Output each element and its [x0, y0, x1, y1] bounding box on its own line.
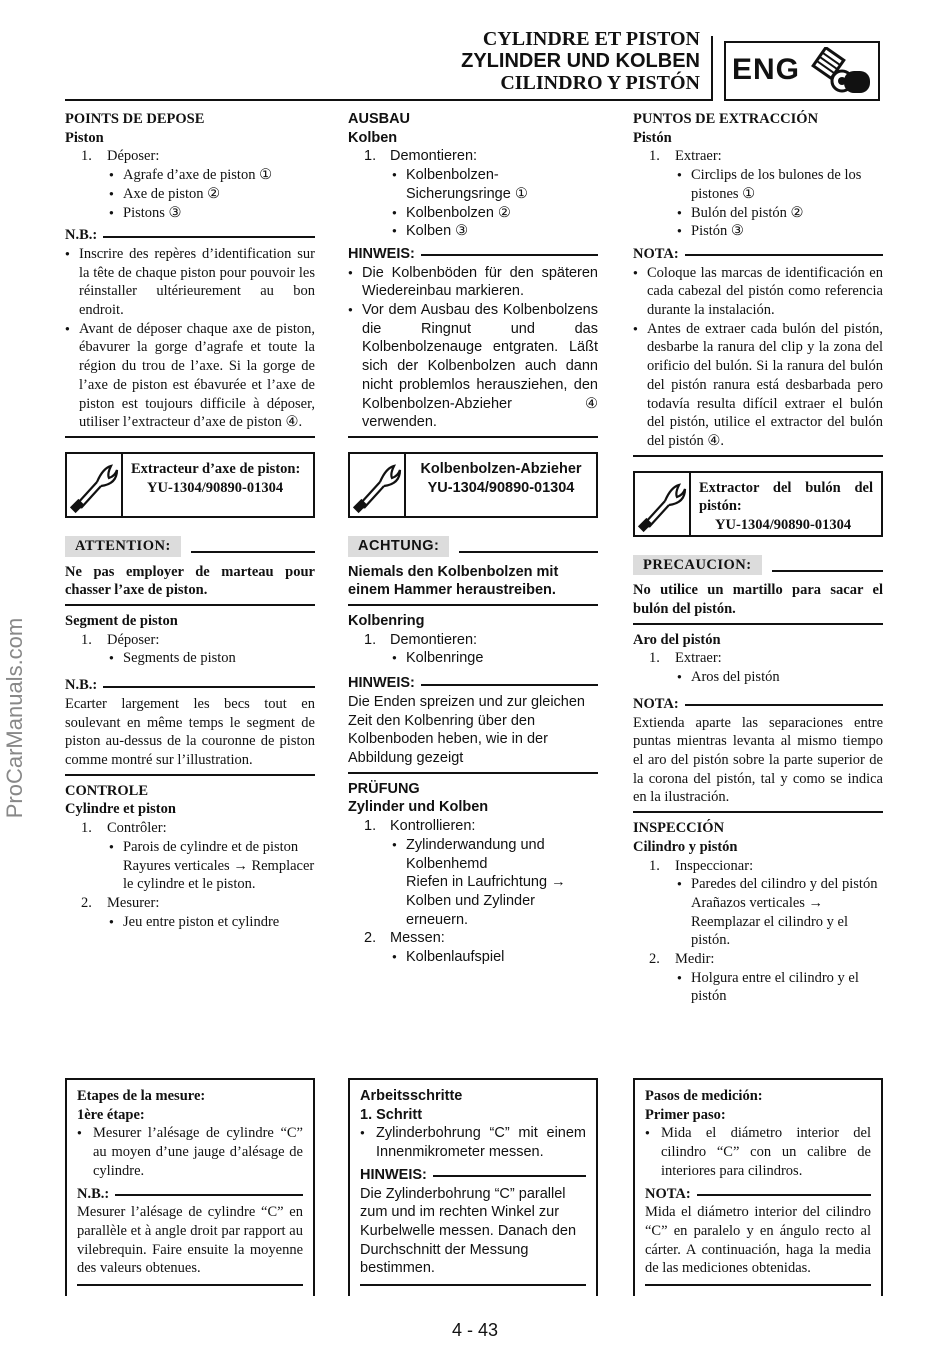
- measurement-steps-box-french: [65, 1078, 315, 1296]
- warning-heading: [65, 536, 315, 557]
- tool-icon: [635, 473, 691, 535]
- section-heading: PRÜFUNG: [348, 780, 420, 797]
- note-heading: NOTA:: [633, 245, 883, 264]
- title-es: CILINDRO Y PISTÓN: [500, 72, 700, 94]
- special-tool-box: [348, 452, 598, 518]
- note-end-rule: [65, 436, 315, 438]
- bullet-item: ● Holgura entre el cilindro y el pistón: [633, 969, 883, 1006]
- tool-icon: [67, 454, 123, 516]
- bullet-item: ● Pistons ③: [65, 204, 315, 223]
- tool-name: Kolbenbolzen-Abzieher: [420, 460, 582, 477]
- step-item: 1. Déposer:: [81, 631, 160, 648]
- bullet-item: ● Jeu entre piston et cylindre: [65, 913, 315, 932]
- box-heading: Arbeitsschritte: [360, 1088, 463, 1104]
- column-french: [65, 110, 315, 931]
- box-subheading: Primer paso:: [645, 1106, 726, 1123]
- bullet-item: ● Axe de piston ②: [65, 185, 315, 204]
- box-bullet: ● Mesurer l’alésage de cylindre “C” au moyen d’une jauge d’alésage de cylindre.: [77, 1124, 303, 1180]
- warning-text: Ne pas employer de marteau pour chasser l’axe de piston.: [65, 563, 315, 599]
- subsection-heading: Kolben: [348, 129, 398, 146]
- box-end-rule: [77, 1284, 303, 1286]
- box-end-rule: [360, 1284, 586, 1286]
- box-bullet: ● Zylinderbohrung “C” mit einem Innenmikrometer messen.: [360, 1124, 586, 1161]
- box-heading: Pasos de medición:: [645, 1088, 763, 1104]
- note-text: Mida el diámetro interior del cilindro “C” en paralelo y en ángulo recto al cárter. A continuación, haga la media de las mediciones obtenidas.: [645, 1204, 871, 1277]
- subsection-heading: Segment de piston: [65, 613, 178, 630]
- warning-end-rule: [633, 623, 883, 625]
- box-subheading: 1. Schritt: [360, 1106, 423, 1123]
- tool-code: YU-1304/90890-01304: [715, 517, 852, 534]
- measurement-steps-box-german: [348, 1078, 598, 1296]
- subsection-heading: Cylindre et piston: [65, 801, 176, 818]
- note-heading: NOTA:: [645, 1185, 871, 1204]
- section-heading: POINTS DE DEPOSE: [65, 111, 205, 127]
- subsection-heading: Kolbenring: [348, 613, 425, 630]
- subsection-heading: Piston: [65, 129, 104, 146]
- step-item: 1. Extraer:: [649, 148, 722, 165]
- bullet-item: ● Paredes del cilindro y del pistón: [633, 875, 883, 894]
- engine-piston-icon: [806, 47, 876, 99]
- section-label: ENG: [732, 53, 801, 86]
- step-item: 1. Extraer:: [649, 650, 722, 667]
- bullet-item: ● Bulón del pistón ②: [633, 204, 883, 223]
- note-heading: N.B.:: [65, 226, 315, 245]
- tool-icon: [350, 454, 406, 516]
- note-bullet: ● Antes de extraer cada bulón del pistón, desbarbe la ranura del clip y la zona del orificio del bulón. Si la ranura del bulón del pistón ranura está desbarbada pero todavía resulta difícil extraer el bulón del pistón, utilice el extractor del bulón del pistón ④.: [633, 320, 883, 451]
- note-bullet: ● Coloque las marcas de identificación en cada cabezal del pistón como referencia durante la instalación.: [633, 264, 883, 320]
- bullet-item: ● Kolbenbolzen ②: [348, 204, 598, 223]
- note-bullet: ● Avant de déposer chaque axe de piston, ébavurer la gorge d’agrafe et toute la région du trou de l’axe. Si la gorge de l’axe de piston est ébavurée et l’axe de piston est toujours difficile à déposer, utiliser l’extracteur d’axe de piston ④.: [65, 320, 315, 432]
- note-heading: HINWEIS:: [348, 245, 598, 264]
- page-number: 4 - 43: [451, 1320, 499, 1340]
- bullet-item: ● Segments de piston: [65, 649, 315, 668]
- section-heading: CONTROLE: [65, 782, 148, 799]
- note-text: Mesurer l’alésage de cylindre “C” en parallèle et à angle droit par rapport au vilebrequin. Faire ensuite la moyenne des valeurs obtenues.: [77, 1204, 303, 1277]
- step-item: 1. Inspeccionar:: [649, 857, 754, 874]
- column-spanish: [633, 110, 883, 1006]
- step-item: 2. Mesurer:: [81, 894, 160, 911]
- step-item: 2. Messen:: [364, 930, 445, 947]
- note-bullet: ● Inscrire des repères d’identification sur la tête de chaque piston pour pouvoir les réinstaller ultérieurement au bon endroit.: [65, 245, 315, 320]
- special-tool-box: [65, 452, 315, 518]
- step-item: 1. Kontrollieren:: [364, 818, 476, 835]
- section-badge: [724, 41, 880, 101]
- bullet-item: ● Parois de cylindre et de piston: [65, 838, 315, 857]
- measurement-steps-box-spanish: [633, 1078, 883, 1296]
- warning-end-rule: [348, 604, 598, 606]
- subsection-heading: Pistón: [633, 129, 672, 146]
- bullet-continuation: Riefen in Laufrichtung → Kolben und Zylinder erneuern.: [406, 874, 566, 928]
- note-text: Die Zylinderbohrung “C” parallel zum und im rechten Winkel zur Kurbelwelle messen. Danach den Durchschnitt der Messung bestimmen.: [360, 1185, 577, 1277]
- section-heading: INSPECCIÓN: [633, 820, 725, 837]
- bullet-item: ● Kolbenringe: [348, 649, 598, 668]
- header-titles: [461, 28, 700, 94]
- step-item: 1. Demontieren:: [364, 631, 478, 648]
- note-heading: N.B.:: [77, 1185, 303, 1204]
- warning-heading: [348, 536, 598, 557]
- bullet-item: ● Kolben ③: [348, 222, 598, 241]
- header-rule: [65, 99, 713, 101]
- watermark-text: ProCarManuals.com: [2, 617, 27, 819]
- bullet-continuation: Rayures verticales → Remplacer le cylindre et le piston.: [123, 857, 315, 893]
- note-heading: NOTA:: [633, 695, 883, 714]
- warning-end-rule: [65, 604, 315, 606]
- step-item: 1. Demontieren:: [364, 148, 478, 165]
- step-item: 2. Medir:: [649, 951, 715, 968]
- note-text: Extienda aparte las separaciones entre puntas mientras levanta al mismo tiempo el aro del pistón sobre la parte superior de la corona del pistón, tal y como se indica en la ilustración.: [633, 714, 883, 806]
- note-heading: HINWEIS:: [360, 1166, 586, 1185]
- note-heading: HINWEIS:: [348, 674, 598, 693]
- header-divider: [711, 36, 713, 101]
- warning-badge: ACHTUNG:: [348, 536, 449, 557]
- tool-code: YU-1304/90890-01304: [147, 479, 284, 496]
- bullet-item: ● Kolbenbolzen-Sicherungsringe ①: [348, 166, 598, 203]
- box-bullet: ● Mida el diámetro interior del cilindro “C” con un calibre de interiores para cilindros.: [645, 1124, 871, 1180]
- note-end-rule: [348, 772, 598, 774]
- bullet-item: ● Pistón ③: [633, 222, 883, 241]
- bullet-item: ● Kolbenlaufspiel: [348, 948, 598, 967]
- box-subheading: 1ère étape:: [77, 1106, 145, 1123]
- bullet-item: ● Circlips de los bulones de los pistones ①: [633, 166, 883, 203]
- step-item: 1. Déposer:: [81, 148, 160, 165]
- column-german: [348, 110, 598, 967]
- tool-name: Extracteur d’axe de piston:: [131, 460, 301, 477]
- bullet-continuation: Arañazos verticales → Reemplazar el cilindro y el pistón.: [691, 894, 849, 949]
- section-heading: AUSBAU: [348, 111, 411, 127]
- note-bullet: ● Die Kolbenböden für den späteren Wiedereinbau markieren.: [348, 264, 598, 301]
- note-end-rule: [633, 455, 883, 457]
- tool-name: Extractor del bulón del pistón:: [699, 479, 873, 515]
- warning-text: Niemals den Kolbenbolzen mit einem Hammer heraustreiben.: [348, 563, 559, 599]
- note-text: Die Enden spreizen und zur gleichen Zeit den Kolbenring über den Kolbenboden heben, wie in der Abbildung gezeigt: [348, 693, 585, 766]
- warning-badge: ATTENTION:: [65, 536, 181, 557]
- note-end-rule: [633, 811, 883, 813]
- warning-heading: [633, 555, 883, 576]
- title-de: ZYLINDER UND KOLBEN: [461, 50, 700, 72]
- warning-badge: PRECAUCION:: [633, 555, 762, 576]
- watermark: [0, 590, 30, 850]
- note-bullet: ● Vor dem Ausbau des Kolbenbolzens die Ringnut und das Kolbenbolzenauge entgraten. Läßt sich der Kolbenbolzen auch dann nicht problemlos herausziehen, den Kolbenbolzen-Abzieher ④ verwenden.: [348, 301, 598, 432]
- section-heading: PUNTOS DE EXTRACCIÓN: [633, 111, 819, 127]
- bullet-item: ● Zylinderwandung und Kolbenhemd: [348, 836, 598, 873]
- note-end-rule: [65, 774, 315, 776]
- box-end-rule: [645, 1284, 871, 1286]
- bullet-item: ● Aros del pistón: [633, 668, 883, 687]
- note-end-rule: [348, 436, 598, 438]
- note-heading: N.B.:: [65, 676, 315, 695]
- subsection-heading: Cilindro y pistón: [633, 838, 738, 855]
- tool-code: YU-1304/90890-01304: [427, 479, 575, 496]
- warning-text: No utilice un martillo para sacar el bulón del pistón.: [633, 582, 883, 618]
- subsection-heading: Aro del pistón: [633, 631, 721, 648]
- special-tool-box: [633, 471, 883, 537]
- box-heading: Etapes de la mesure:: [77, 1088, 206, 1104]
- subsection-heading: Zylinder und Kolben: [348, 799, 489, 816]
- title-fr: CYLINDRE ET PISTON: [482, 28, 700, 50]
- step-item: 1. Contrôler:: [81, 820, 167, 837]
- note-text: Ecarter largement les becs tout en soulevant en même temps le segment de piston au-dessus de la couronne de piston comme montré sur l’illustration.: [65, 695, 315, 768]
- bullet-item: ● Agrafe d’axe de piston ①: [65, 166, 315, 185]
